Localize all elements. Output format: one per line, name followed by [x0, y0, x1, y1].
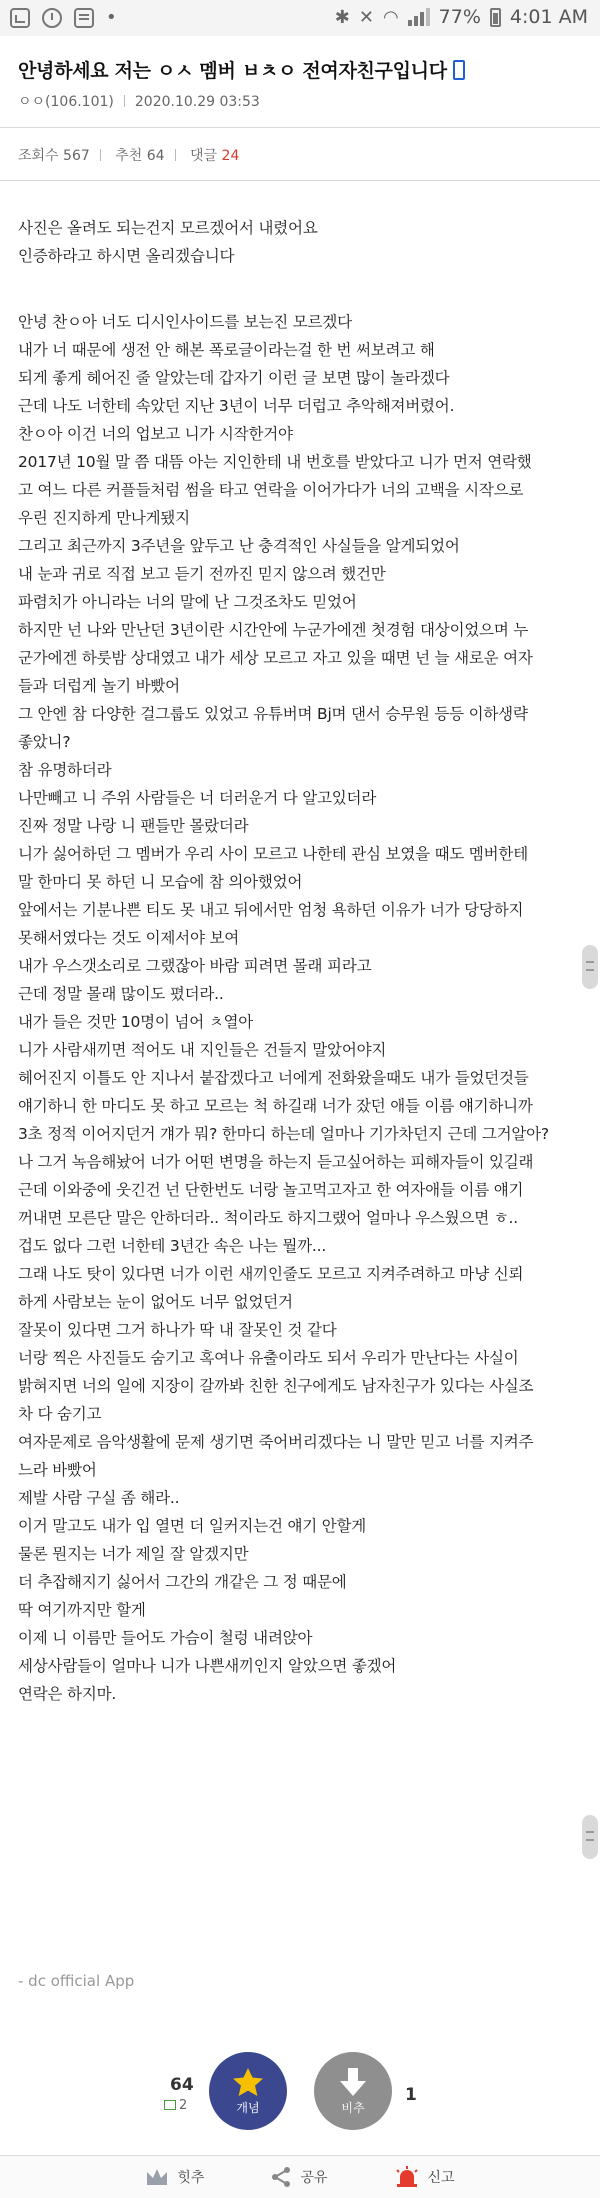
divider: [0, 127, 600, 128]
body-line: 근데 나도 너한테 속았던 지난 3년이 너무 더럽고 추악해져버렸어.: [18, 397, 455, 415]
crown-icon: [145, 2167, 169, 2187]
report-button-label: 신고: [427, 2170, 455, 2186]
body-line: 내가 너 때문에 생전 안 해본 폭로글이라는걸 한 번 써보려고 해: [18, 341, 435, 359]
body-line: 잘못이 있다면 그거 하나가 딱 내 잘못인 것 같다: [18, 1321, 337, 1339]
body-line: 연락은 하지마.: [18, 1685, 117, 1703]
body-line: 겁도 없다 그런 너한테 3년간 속은 나는 뭘까...: [18, 1237, 327, 1255]
body-line: 찬ㅇ아 이건 너의 업보고 니가 시작한거야: [18, 425, 293, 443]
not-recommend-button[interactable]: [314, 2052, 392, 2130]
recommend-total: 64: [170, 2075, 194, 2095]
body-line: [18, 1736, 580, 1764]
body-line: 여자문제로 음악생활에 문제 생기면 죽어버리겠다는 니 말만 믿고 너를 지켜주: [18, 1433, 534, 1451]
share-icon: [270, 2166, 292, 2188]
recommend-button[interactable]: [209, 2052, 287, 2130]
recommend-button-label: 개념: [236, 2100, 260, 2115]
fixed-recommend-icon: [164, 2100, 176, 2110]
body-line: 니가 사람새끼면 적어도 내 지인들은 건들지 말았어야지: [18, 1041, 387, 1059]
mute-icon: ✕: [358, 6, 374, 28]
post-title: 안녕하세요 저는 ㅇㅅ 멤버 ㅂㅊㅇ 전여자친구입니다: [18, 60, 447, 82]
body-line: 못해서였다는 것도 이제서야 보여: [18, 929, 240, 947]
divider: [0, 180, 600, 181]
hit-button[interactable]: [145, 2167, 204, 2187]
body-line: 그래 나도 탓이 있다면 너가 이런 새끼인줄도 모르고 지켜주려하고 마냥 신뢰: [18, 1265, 524, 1283]
battery-percent: 77%: [438, 6, 481, 28]
comments-label[interactable]: 댓글: [190, 148, 218, 164]
battery-icon: [490, 8, 501, 27]
body-line: 차 다 숨기고: [18, 1405, 102, 1423]
fixed-recommend: [164, 2098, 187, 2113]
post-author[interactable]: ㅇㅇ(106.101): [18, 94, 114, 110]
body-line: 들과 더럽게 놀기 바빴어: [18, 677, 180, 695]
body-line: 밝혀지면 너의 일에 지장이 갈까봐 친한 친구에게도 남자친구가 있다는 사실조: [18, 1377, 534, 1395]
status-bar: [0, 0, 600, 36]
body-line: [18, 1764, 580, 1792]
body-line: 앞에서는 기분나쁜 티도 못 내고 뒤에서만 엄청 욕하던 이유가 너가 당당하지: [18, 901, 524, 919]
body-line: 이거 말고도 내가 입 열면 더 일커지는건 얘기 안할게: [18, 1517, 367, 1535]
share-button-label: 공유: [300, 2170, 328, 2186]
share-button[interactable]: [270, 2166, 327, 2188]
status-notification-icons: [10, 7, 117, 28]
star-icon: [232, 2067, 264, 2097]
clock: 4:01 AM: [509, 6, 588, 28]
body-line: 니가 싫어하던 그 멤버가 우리 사이 모르고 나한테 관심 보였을 때도 멤버한테: [18, 845, 528, 863]
bluetooth-icon: ✱: [334, 6, 350, 28]
body-line: 인증하라고 하시면 올리겠습니다: [18, 247, 235, 265]
post-body: [18, 214, 580, 1800]
body-line: 참 유명하더라: [18, 761, 112, 779]
status-system-icons: [335, 6, 588, 28]
app-signature: - dc official App: [18, 1972, 135, 1990]
body-line: 우린 진지하게 만나게됐지: [18, 509, 190, 527]
post-meta: [18, 91, 260, 111]
recommend-label: 추천: [115, 148, 143, 164]
hit-button-label: 힛추: [177, 2170, 205, 2186]
body-line: 너랑 찍은 사진들도 숨기고 혹여나 유출이라도 되서 우리가 만난다는 사실이: [18, 1349, 519, 1367]
body-line: 세상사람들이 얼마나 니가 나쁜새끼인지 알았으면 좋겠어: [18, 1657, 397, 1675]
paragraph-main: [18, 308, 580, 1792]
body-line: 내 눈과 귀로 직접 보고 듣기 전까진 믿지 않으려 했건만: [18, 565, 386, 583]
alarm-icon: [42, 8, 62, 28]
scroll-handle[interactable]: [582, 1815, 598, 1859]
body-line: 그 안엔 참 다양한 걸그룹도 있었고 유튜버며 Bj며 댄서 승무원 등등 이하생략: [18, 705, 528, 723]
fixed-recommend-count: 2: [179, 2098, 188, 2113]
body-line: 파렴치가 아니라는 너의 말에 난 그것조차도 믿었어: [18, 593, 357, 611]
more-dots-icon: •: [106, 7, 117, 28]
body-line: 나만빼고 니 주위 사람들은 너 더러운거 다 알고있더라: [18, 789, 377, 807]
report-button[interactable]: [394, 2166, 455, 2188]
body-line: 헤어진지 이틀도 안 지나서 붙잡겠다고 너에게 전화왔을때도 내가 들었던것들: [18, 1069, 529, 1087]
not-recommend-button-label: 비추: [341, 2100, 365, 2115]
body-line: 그리고 최근까지 3주년을 앞두고 난 충격적인 사실들을 알게되었어: [18, 537, 460, 555]
comments-count[interactable]: 24: [221, 148, 240, 164]
body-line: 이제 니 이름만 들어도 가슴이 철렁 내려앉아: [18, 1629, 313, 1647]
siren-icon: [394, 2166, 420, 2188]
post-action-bar: [0, 2156, 600, 2198]
paragraph-intro: [18, 214, 580, 270]
body-line: 안녕 찬ㅇ아 너도 디시인사이드를 보는진 모르겠다: [18, 313, 352, 331]
not-recommend-count: 1: [405, 2085, 417, 2105]
views-label: 조회수: [18, 148, 59, 164]
body-line: 좋았니?: [18, 733, 71, 751]
post-title-row: [18, 56, 588, 83]
post-date: 2020.10.29 03:53: [134, 94, 260, 110]
wifi-icon: ◠: [382, 6, 399, 28]
body-line: 나 그거 녹음해놨어 너가 어떤 변명을 하는지 듣고싶어하는 피해자들이 있길래: [18, 1153, 534, 1171]
body-line: 군가에겐 하룻밤 상대였고 내가 세상 모르고 자고 있을 때면 넌 늘 새로운 여자: [18, 649, 533, 667]
body-line: 진짜 정말 나랑 니 팬들만 몰랐더라: [18, 817, 249, 835]
views-count: 567: [63, 148, 90, 164]
body-line: 3초 정적 이어지던거 걔가 뭐? 한마디 하는데 얼마나 기가차던지 근데 그거알아?: [18, 1125, 549, 1143]
body-line: 더 추잡해지기 싫어서 그간의 개같은 그 정 때문에: [18, 1573, 347, 1591]
body-line: 느라 바빴어: [18, 1461, 97, 1479]
down-arrow-icon: [339, 2067, 367, 2097]
body-line: 2017년 10월 말 쯤 대뜸 아는 지인한테 내 번호를 받았다고 니가 먼저 연락했: [18, 453, 532, 471]
body-line: 내가 우스갯소리로 그랬잖아 바람 피려면 몰래 피라고: [18, 957, 372, 975]
body-line: 근데 이와중에 웃긴건 넌 단한번도 너랑 놀고먹고자고 한 여자애들 이름 얘기: [18, 1181, 524, 1199]
recommend-count: 64: [146, 148, 165, 164]
body-line: 하게 사람보는 눈이 없어도 너무 없었던거: [18, 1293, 293, 1311]
body-line: 내가 들은 것만 10명이 넘어 ㅊ열아: [18, 1013, 254, 1031]
body-line: [18, 1708, 580, 1736]
body-line: 얘기하니 한 마디도 못 하고 모르는 척 하길래 너가 잤던 애들 이름 얘기하니까: [18, 1097, 533, 1115]
body-line: 고 여느 다른 커플들처럼 썸을 타고 연락을 이어가다가 너의 고백을 시작으로: [18, 481, 524, 499]
body-line: 딱 여기까지만 할게: [18, 1601, 146, 1619]
scroll-handle[interactable]: [582, 945, 598, 989]
body-line: 물론 뭔지는 너가 제일 잘 알겠지만: [18, 1545, 249, 1563]
body-line: 제발 사람 구실 좀 해라..: [18, 1489, 180, 1507]
body-line: 꺼내면 모른단 말은 안하더라.. 척이라도 하지그랬어 얼마나 우스웠으면 ㅎ..: [18, 1209, 518, 1227]
body-line: 하지만 넌 나와 만난던 3년이란 시간안에 누군가에겐 첫경험 대상이었으며 누: [18, 621, 529, 639]
message-icon: [74, 8, 94, 28]
body-line: 근데 정말 몰래 많이도 폈더라..: [18, 985, 224, 1003]
body-line: 사진은 올려도 되는건지 모르겠어서 내렸어요: [18, 219, 318, 237]
gallery-icon: [10, 8, 30, 28]
signal-icon: [408, 8, 430, 26]
body-line: 되게 좋게 헤어진 줄 알았는데 갑자기 이런 글 보면 많이 놀라겠다: [18, 369, 450, 387]
body-line: 말 한마디 못 하던 니 모습에 참 의아했었어: [18, 873, 303, 891]
mobile-post-icon: [453, 60, 465, 80]
post-stats: [18, 145, 239, 165]
